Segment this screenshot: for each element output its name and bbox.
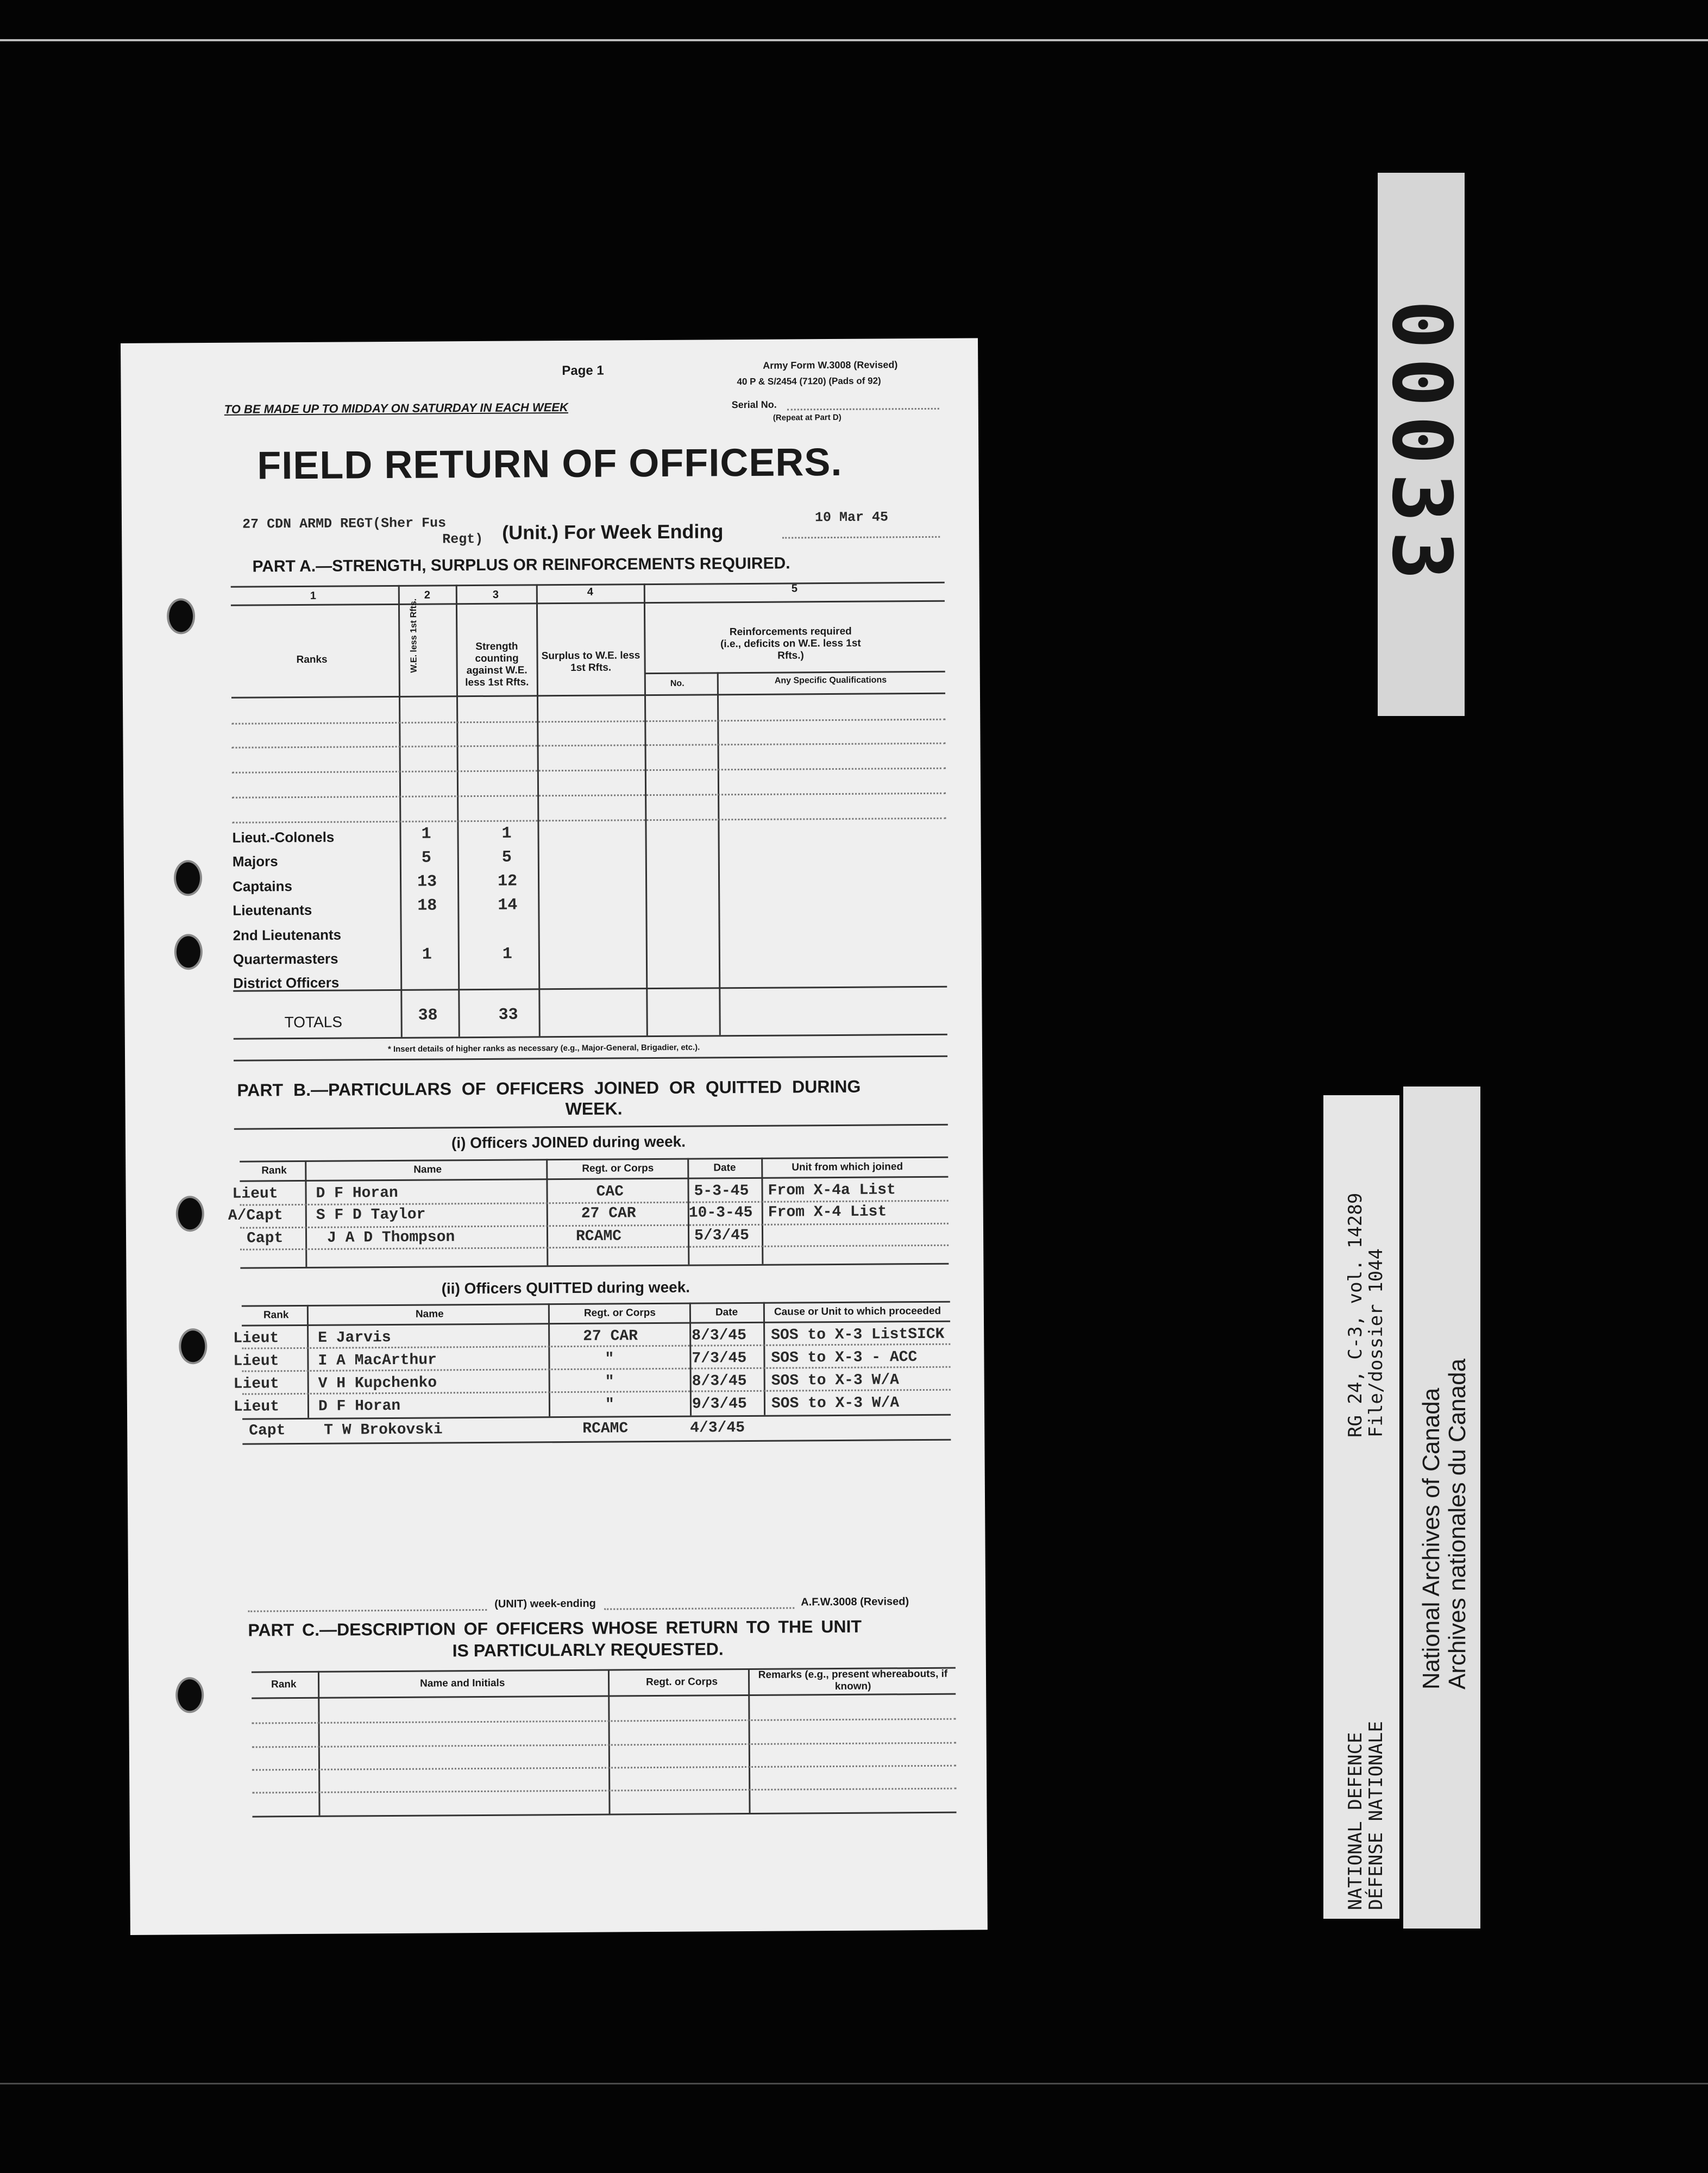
quitted-name: V H Kupchenko xyxy=(318,1374,437,1392)
rank-label: Quartermasters xyxy=(233,950,338,968)
part-c-title-cont: IS PARTICULARLY REQUESTED. xyxy=(452,1639,724,1661)
col-we: W.E. less 1st Rfts. xyxy=(409,598,419,673)
strength-value: 1 xyxy=(502,945,513,964)
quitted-corps: " xyxy=(605,1351,614,1368)
footnote: * Insert details of higher ranks as necessary (e.g., Major-General, Brigadier, etc.). xyxy=(387,1042,700,1054)
form-sub: 40 P & S/2454 (7120) (Pads of 92) xyxy=(737,375,881,387)
rank-label: Captains xyxy=(233,878,293,895)
field-return-form xyxy=(121,338,988,1935)
we-value: 5 xyxy=(421,849,431,868)
col-num-2: 2 xyxy=(424,589,431,601)
col-reinforcements: Reinforcements required (i.e., deficits on W.E. less 1st Rfts.) xyxy=(720,625,861,662)
quitted-date: 9/3/45 xyxy=(692,1395,747,1413)
archive-reference-strip xyxy=(1323,1095,1399,1919)
quitted-name: D F Horan xyxy=(318,1397,401,1415)
joined-name: J A D Thompson xyxy=(326,1229,455,1247)
archives-canada-strip xyxy=(1403,1086,1480,1929)
film-edge-bottom xyxy=(0,2083,1708,2084)
we-value: 1 xyxy=(422,945,432,964)
form-id: Army Form W.3008 (Revised) xyxy=(763,359,898,371)
punch-hole xyxy=(175,1677,204,1713)
part-c-col-name: Name and Initials xyxy=(420,1677,505,1690)
department-label xyxy=(1345,1721,1386,1910)
col-num-3: 3 xyxy=(492,588,499,601)
joined-col-unit: Unit from which joined xyxy=(792,1161,903,1173)
col-num-5: 5 xyxy=(791,582,798,595)
quitted-corps: " xyxy=(605,1396,614,1414)
we-value: 1 xyxy=(421,825,431,844)
quitted-cause: SOS to X-3 - ACC xyxy=(771,1349,918,1367)
punch-hole xyxy=(174,934,203,970)
joined-rank: A/Capt xyxy=(228,1207,283,1224)
instruction: TO BE MADE UP TO MIDDAY ON SATURDAY IN EACH WEEK xyxy=(224,400,568,416)
quitted-corps: RCAMC xyxy=(582,1420,629,1437)
quitted-cause: SOS to X-3 W/A xyxy=(771,1372,900,1390)
quitted-col-rank: Rank xyxy=(263,1309,289,1321)
joined-unit: From X-4 List xyxy=(768,1203,887,1221)
department-fr: DÉFENSE NATIONALE xyxy=(1365,1721,1387,1910)
joined-rank: Lieut xyxy=(232,1185,278,1203)
joined-col-rank: Rank xyxy=(261,1165,287,1177)
joined-date: 5-3-45 xyxy=(694,1182,749,1200)
part-c-form-ref: A.F.W.3008 (Revised) xyxy=(801,1596,909,1609)
joined-date: 5/3/45 xyxy=(694,1227,749,1245)
quitted-corps: " xyxy=(605,1373,614,1391)
col-quals: Any Specific Qualifications xyxy=(774,675,887,686)
quitted-col-corps: Regt. or Corps xyxy=(583,1307,656,1319)
joined-date: 10-3-45 xyxy=(688,1204,753,1222)
punch-hole xyxy=(176,1196,204,1232)
strength-value: 5 xyxy=(501,848,512,867)
part-b-title-cont: WEEK. xyxy=(565,1098,623,1119)
quitted-rank: Lieut xyxy=(233,1330,279,1347)
joined-col-name: Name xyxy=(413,1164,442,1176)
joined-col-corps: Regt. or Corps xyxy=(582,1163,654,1175)
archive-reference-file: File/dossier 1044 xyxy=(1365,1248,1387,1437)
we-value: 13 xyxy=(417,872,437,891)
frame-number-strip xyxy=(1374,173,1468,716)
joined-title: (i) Officers JOINED during week. xyxy=(451,1133,686,1152)
quitted-rank: Lieut xyxy=(233,1353,279,1370)
part-c-col-rank: Rank xyxy=(271,1679,297,1691)
serial-label: Serial No. xyxy=(731,399,777,411)
rank-label: 2nd Lieutenants xyxy=(233,926,342,944)
totals-we: 38 xyxy=(418,1006,438,1025)
page-number: Page 1 xyxy=(562,363,604,379)
frame-number: 00033 xyxy=(1374,300,1468,589)
strength-value: 14 xyxy=(498,896,518,915)
quitted-date: 7/3/45 xyxy=(692,1349,747,1367)
strength-value: 1 xyxy=(501,824,512,843)
quitted-cause: SOS to X-3 W/A xyxy=(771,1395,900,1412)
col-num-1: 1 xyxy=(310,589,317,602)
col-strength: Strength counting against W.E. less 1st Rfts. xyxy=(465,640,529,689)
department-en: NATIONAL DEFENCE xyxy=(1345,1732,1366,1910)
quitted-title: (ii) Officers QUITTED during week. xyxy=(441,1278,690,1297)
week-ending: 10 Mar 45 xyxy=(814,509,889,526)
we-value: 18 xyxy=(417,896,437,915)
part-a-title: PART A.—STRENGTH, SURPLUS OR REINFORCEMENTS REQUIRED. xyxy=(252,554,790,576)
joined-rank: Capt xyxy=(246,1230,284,1247)
form-title: FIELD RETURN OF OFFICERS. xyxy=(257,440,843,488)
quitted-date: 8/3/45 xyxy=(692,1372,747,1390)
quitted-rank: Lieut xyxy=(233,1398,280,1416)
joined-unit: From X-4a List xyxy=(768,1182,896,1199)
rank-label: District Officers xyxy=(233,974,340,991)
rank-label: Lieut.-Colonels xyxy=(232,828,335,846)
rank-label: Lieutenants xyxy=(233,901,312,919)
punch-hole xyxy=(179,1328,207,1364)
archive-reference xyxy=(1345,1193,1386,1437)
col-no: No. xyxy=(670,679,685,688)
part-c-col-remarks: Remarks (e.g., present whereabouts, if known) xyxy=(758,1668,948,1693)
quitted-col-cause: Cause or Unit to which proceeded xyxy=(774,1305,941,1318)
unit-name: 27 CDN ARMD REGT(Sher Fus xyxy=(242,515,447,532)
joined-corps: 27 CAR xyxy=(581,1205,636,1222)
rank-label: Majors xyxy=(232,853,278,870)
quitted-date: 4/3/45 xyxy=(690,1420,745,1437)
part-c-unit-line: (UNIT) week-ending xyxy=(494,1597,596,1610)
col-surplus: Surplus to W.E. less 1st Rfts. xyxy=(541,650,640,674)
quitted-name: T W Brokovski xyxy=(324,1421,443,1439)
part-c-title: PART C.—DESCRIPTION OF OFFICERS WHOSE RETURN TO THE UNIT xyxy=(248,1616,862,1640)
archives-name-fr: Archives nationales du Canada xyxy=(1444,1358,1471,1690)
quitted-name: I A MacArthur xyxy=(318,1352,437,1370)
punch-hole xyxy=(167,598,195,634)
joined-corps: CAC xyxy=(596,1183,624,1201)
joined-corps: RCAMC xyxy=(575,1228,622,1245)
quitted-corps: 27 CAR xyxy=(583,1328,638,1345)
serial-note: (Repeat at Part D) xyxy=(773,412,842,423)
quitted-rank: Lieut xyxy=(233,1376,279,1393)
quitted-date: 8/3/45 xyxy=(692,1327,747,1345)
archive-reference-volume: RG 24, C-3, vol. 14289 xyxy=(1345,1192,1366,1437)
joined-name: D F Horan xyxy=(316,1184,398,1202)
archives-name xyxy=(1418,1359,1471,1690)
joined-col-date: Date xyxy=(713,1162,736,1174)
quitted-cause: SOS to X-3 ListSICK xyxy=(771,1326,945,1344)
unit-label: (Unit.) For Week Ending xyxy=(502,520,724,544)
part-b-title: PART B.—PARTICULARS OF OFFICERS JOINED OR QUITTED DURING xyxy=(237,1076,861,1100)
col-num-4: 4 xyxy=(587,586,594,598)
punch-hole xyxy=(174,860,202,896)
quitted-col-name: Name xyxy=(415,1308,444,1320)
totals-label: TOTALS xyxy=(284,1013,343,1031)
part-c-col-corps: Regt. or Corps xyxy=(646,1676,718,1688)
archives-name-en: National Archives of Canada xyxy=(1418,1387,1445,1690)
quitted-name: E Jarvis xyxy=(318,1329,391,1347)
quitted-rank: Capt xyxy=(249,1422,286,1440)
joined-name: S F D Taylor xyxy=(316,1206,426,1224)
film-edge-top xyxy=(0,39,1708,41)
unit-name-cont: Regt) xyxy=(442,531,483,548)
totals-strength: 33 xyxy=(498,1006,518,1025)
col-ranks: Ranks xyxy=(296,654,328,666)
quitted-col-date: Date xyxy=(715,1307,738,1318)
strength-value: 12 xyxy=(497,872,518,891)
